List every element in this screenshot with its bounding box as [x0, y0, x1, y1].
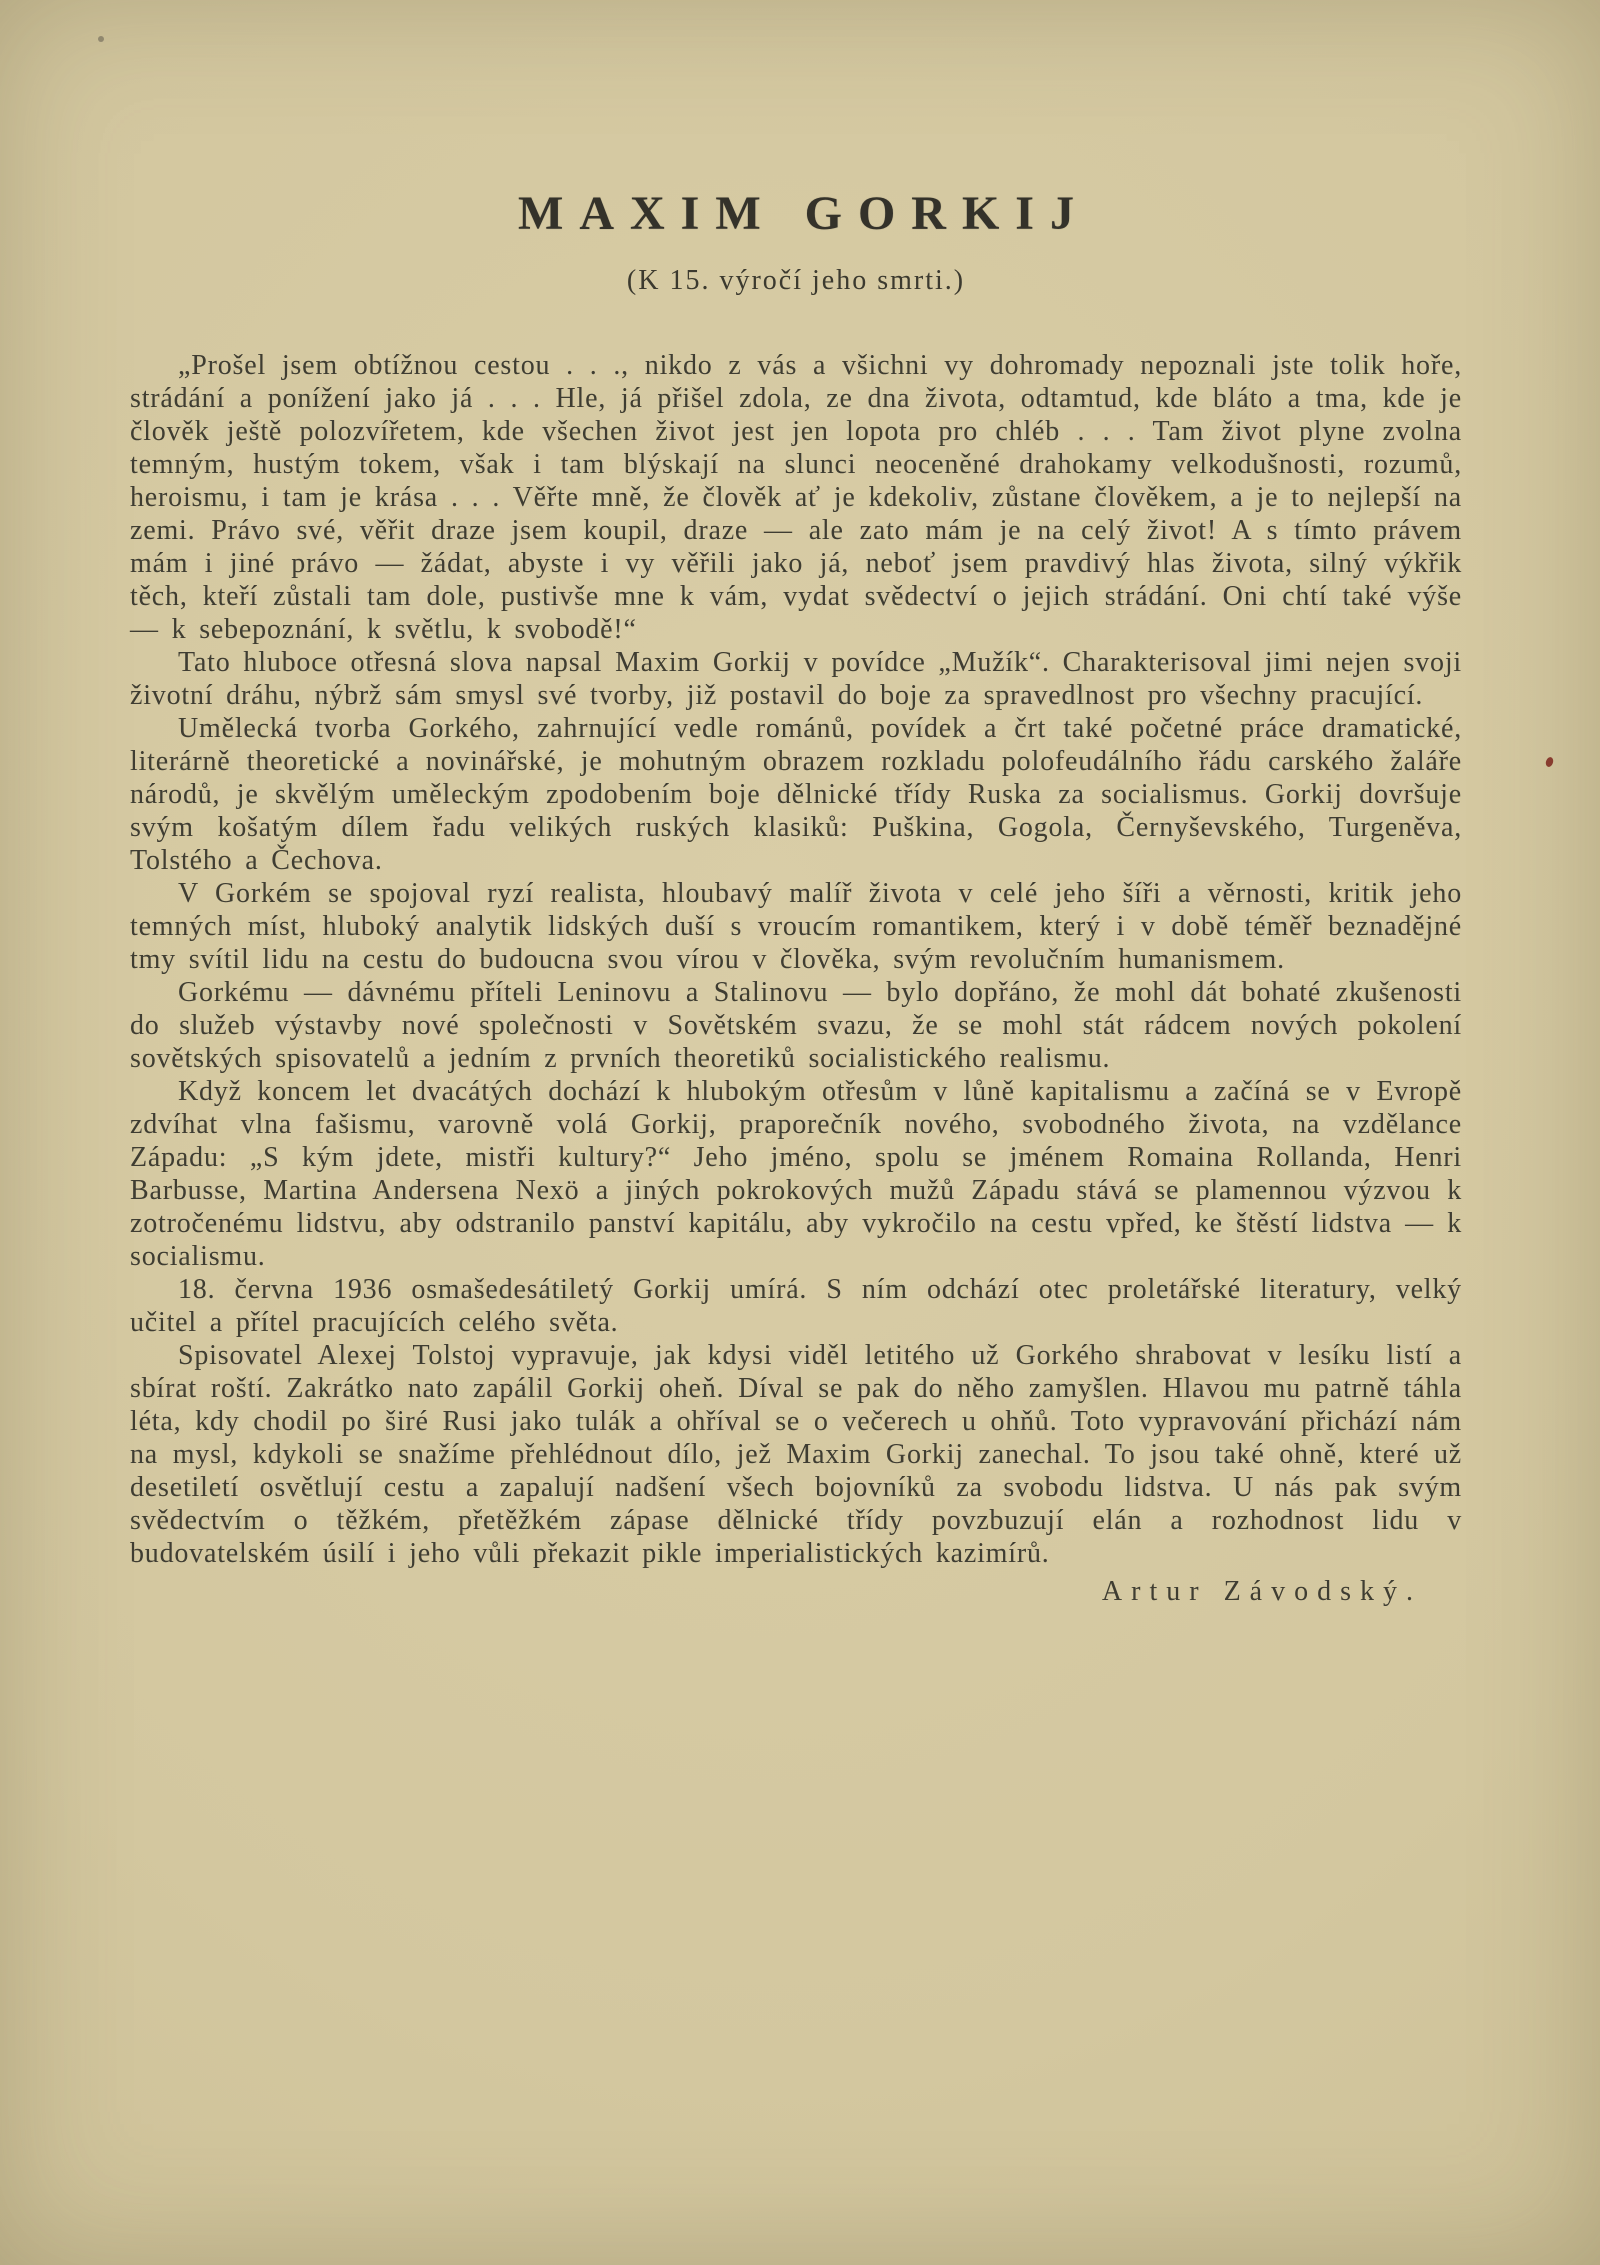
paragraph: Gorkému — dávnému příteli Leninovu a Stalinovu — bylo dopřáno, že mohl dát bohaté zkušenosti do služeb výstavby nové společnosti v Sovětském svazu, že se mohl stát rádcem nových pokolení sovětských spisovatelů a jedním z prvních theoretiků socialistického realismu.	[130, 977, 1462, 1074]
paper-speck	[1545, 756, 1555, 768]
paragraph: V Gorkém se spojoval ryzí realista, hloubavý malíř života v celé jeho šíři a věrnosti, kritik jeho temných míst, hluboký analytik lidských duší s vroucím romantikem, který i v době téměř beznadějné tmy svítil lidu na cestu do budoucna svou vírou v člověka, svým revolučním humanismem.	[130, 878, 1462, 975]
paragraph: Když koncem let dvacátých dochází k hlubokým otřesům v lůně kapitalismu a začíná se v Evropě zdvíhat vlna fašismu, varovně volá Gorkij, praporečník nového, svobodného života, na vzdělance Západu: „S kým jdete, mistři kultury?“ Jeho jméno, spolu se jménem Romaina Rollanda, Henri Barbusse, Martina Andersena Nexö a jiných pokrokových mužů Západu stává se plamennou výzvou k zotročenému lidstvu, aby odstranilo panství kapitálu, aby vykročilo na cestu vpřed, ke štěstí lidstva — k socialismu.	[130, 1076, 1462, 1272]
paragraph: Tato hluboce otřesná slova napsal Maxim Gorkij v povídce „Mužík“. Charakterisoval jimi nejen svoji životní dráhu, nýbrž sám smysl své tvorby, již postavil do boje za spravedlnost pro všechny pracující.	[130, 647, 1462, 711]
paragraph: Umělecká tvorba Gorkého, zahrnující vedle románů, povídek a črt také početné práce dramatické, literárně theoretické a novinářské, je mohutným obrazem rozkladu polofeudálního řádu carského žaláře národů, je skvělým uměleckým zpodobením boje dělnické třídy Ruska za socialismus. Gorkij dovršuje svým košatým dílem řadu velikých ruských klasiků: Puškina, Gogola, Černyševského, Turgeněva, Tolstého a Čechova.	[130, 713, 1462, 876]
paragraph: 18. června 1936 osmašedesátiletý Gorkij umírá. S ním odchází otec proletářské literatury, velký učitel a přítel pracujících celého světa.	[130, 1274, 1462, 1338]
document-body	[130, 349, 1462, 1570]
paragraph-quote: „Prošel jsem obtížnou cestou . . ., nikdo z vás a všichni vy dohromady nepoznali jste tolik hoře, strádání a ponížení jako já . . . Hle, já přišel zdola, ze dna života, odtamtud, kde bláto a tma, kde je člověk ještě polozvířetem, kde všechen život jest jen lopota pro chléb . . . Tam život plyne zvolna temným, hustým tokem, však i tam blýskají na slunci neoceněné drahokamy velkodušnosti, rozumů, heroismu, i tam je krása . . . Věřte mně, že člověk ať je kdekoliv, zůstane člověkem, a je to nejlepší na zemi. Právo své, věřit draze jsem koupil, draze — ale zato mám je na celý život! A s tímto právem mám i jiné právo — žádat, abyste i vy věřili jako já, neboť jsem pravdivý hlas života, silný výkřik těch, kteří zůstali tam dole, pustivše mne k vám, vydat svědectví o jejich strádání. Oni chtí také výše — k sebepoznání, k světlu, k svobodě!“	[130, 350, 1462, 645]
author-signature: Artur Závodský.	[1101, 1576, 1422, 1607]
paragraph: Spisovatel Alexej Tolstoj vypravuje, jak kdysi viděl letitého už Gorkého shrabovat v lesíku listí a sbírat roští. Zakrátko nato zapálil Gorkij oheň. Díval se pak do něho zamyšlen. Hlavou mu patrně táhla léta, kdy chodil po širé Rusi jako tulák a ohříval se o večerech u ohňů. Toto vypravování přichází nám na mysl, kdykoli se snažíme přehlédnout dílo, jež Maxim Gorkij zanechal. To jsou také ohně, které už desetiletí osvětlují cestu a zapalují nadšení všech bojovníků za svobodu lidstva. U nás pak svým svědectvím o těžkém, přetěžkém zápase dělnické třídy povzbuzují elán a rozhodnost lidu v budovatelském úsilí i jeho vůli překazit pikle imperialistických kazimírů.	[130, 1340, 1462, 1569]
paper-speck	[98, 36, 104, 42]
document-subtitle: (K 15. výročí jeho smrti.)	[626, 265, 966, 296]
document-title: MAXIM GORKIJ	[518, 187, 1090, 240]
